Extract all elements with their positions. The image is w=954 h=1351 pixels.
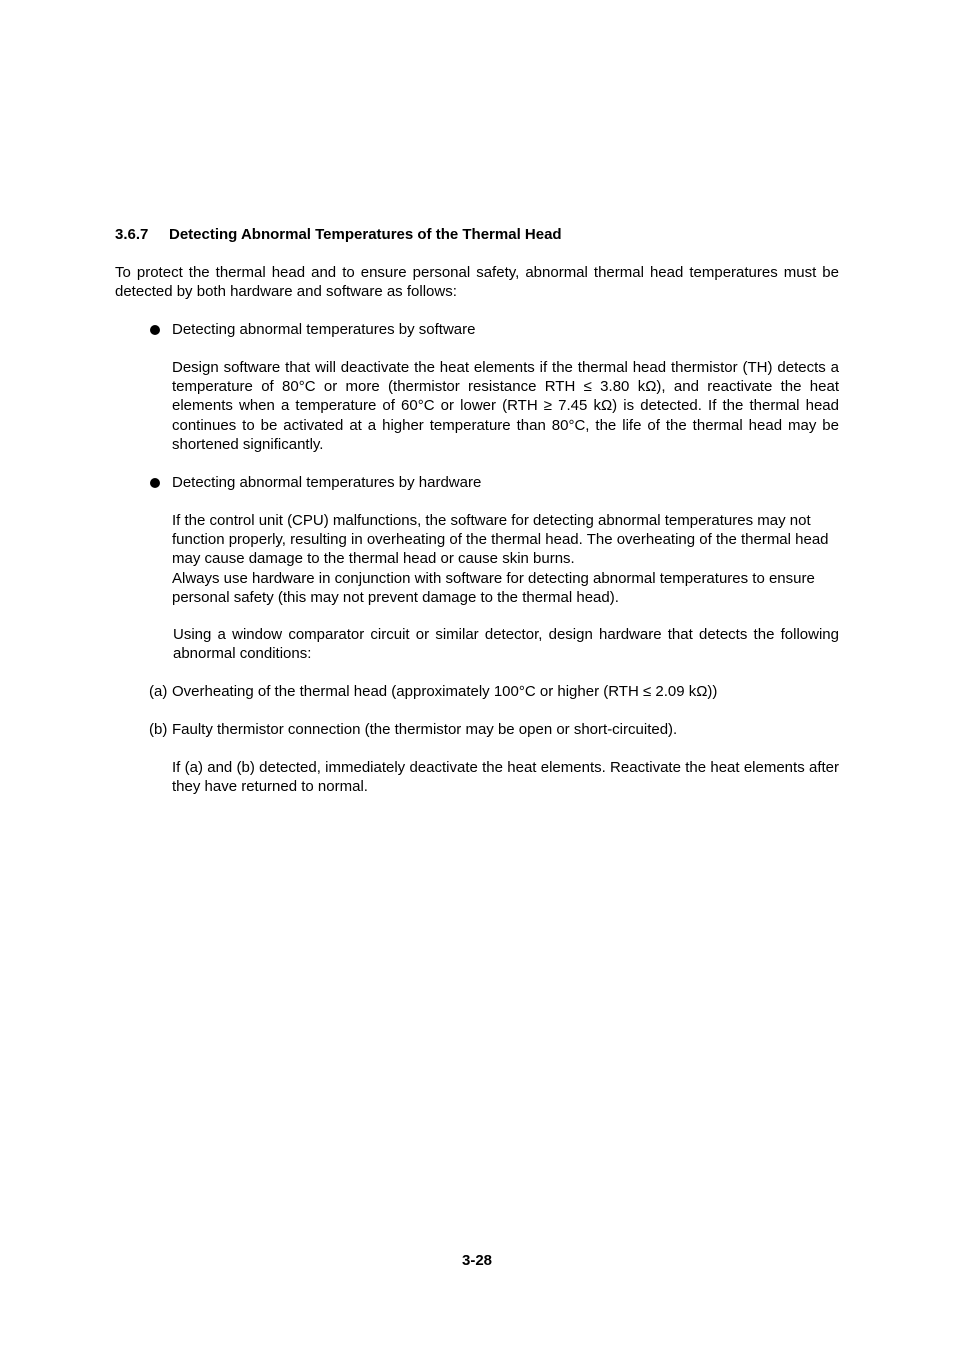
section-heading (115, 225, 855, 244)
section-title: Detecting Abnormal Temperatures of the Thermal Head (169, 226, 562, 243)
hardware-paragraph-line1: If the control unit (CPU) malfunctions, the software for detecting abnormal temperatures may not function properly, resulting in overheating of the thermal head. The overheating of the thermal head may cause damage to the thermal head or cause skin burns. (172, 512, 829, 568)
condition-text: Overheating of the thermal head (approximately 100°C or higher (RTH ≤ 2.09 kΩ)) (172, 683, 718, 700)
bullet-dot-icon (150, 325, 160, 335)
condition-label: (b) (149, 721, 168, 738)
software-paragraph: Design software that will deactivate the heat elements if the thermal head thermistor (TH) detects a temperature of 80°C or more (thermistor resistance RTH ≤ 3.80 kΩ), and reactivate the heat elements when a temperature of 60°C or lower (RTH ≥ 7.45 kΩ) is detected. If the thermal head continues to be activated at a higher temperature than 80°C, the life of the thermal head may be shortened significantly. (172, 359, 839, 453)
hardware-paragraph (172, 511, 839, 607)
action-paragraph: If (a) and (b) detected, immediately deactivate the heat elements. Reactivate the heat elements after they have returned to normal. (172, 759, 839, 796)
hardware-paragraph-line2: Always use hardware in conjunction with software for detecting abnormal temperatures to ensure personal safety (this may not prevent damage to the thermal head). (172, 569, 815, 606)
bullet-hardware-label: Detecting abnormal temperatures by hardware (172, 474, 482, 491)
bullet-software-label: Detecting abnormal temperatures by software (172, 321, 476, 338)
condition-label: (a) (149, 683, 168, 700)
bullet-dot-icon (150, 478, 160, 488)
page-number: 3-28 (461, 1252, 493, 1269)
detector-paragraph: Using a window comparator circuit or similar detector, design hardware that detects the following abnormal conditions: (173, 626, 839, 663)
intro-paragraph: To protect the thermal head and to ensure personal safety, abnormal thermal head temperatures must be detected by both hardware and software as follows: (115, 264, 839, 301)
section-number: 3.6.7 (115, 226, 149, 243)
condition-text: Faulty thermistor connection (the thermistor may be open or short-circuited). (172, 721, 678, 738)
